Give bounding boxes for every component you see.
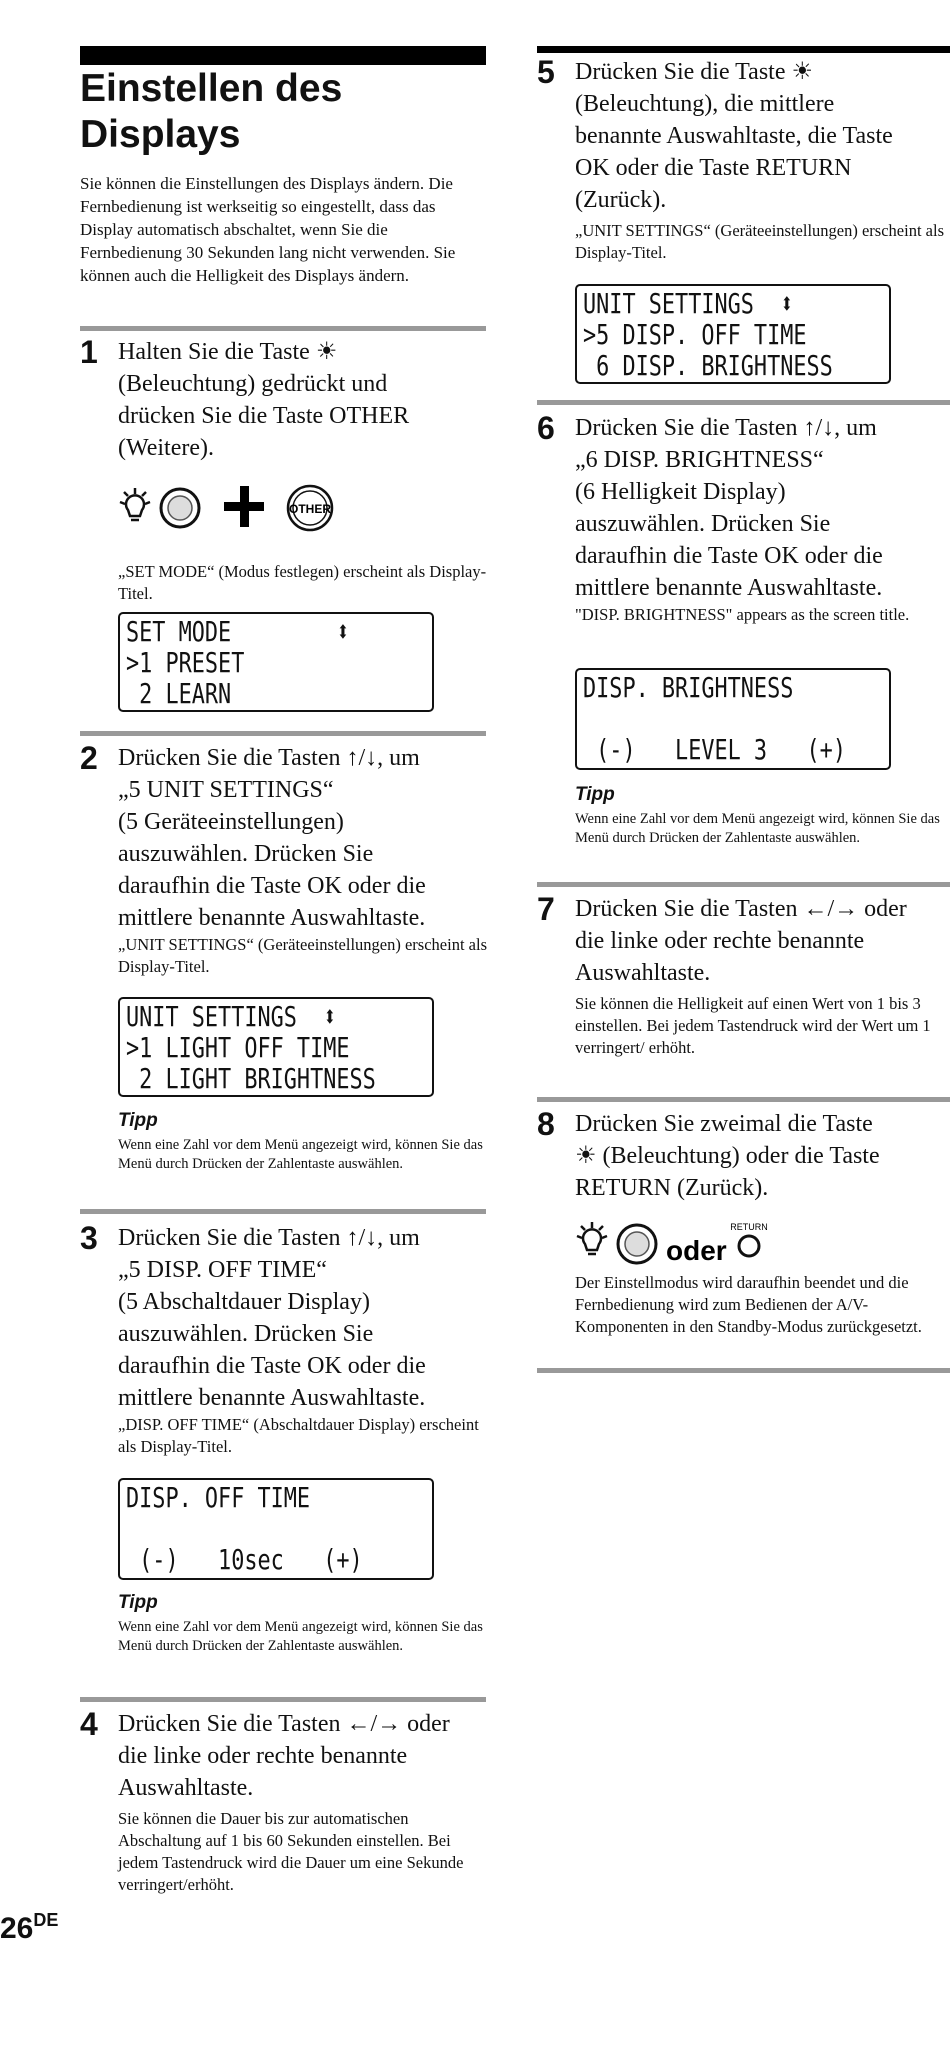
oder-label: oder xyxy=(666,1235,727,1266)
step-line: RETURN (Zurück). xyxy=(575,1175,769,1201)
page-number: 26DE xyxy=(0,1910,59,1945)
step-note: „DISP. OFF TIME“ (Abschaltdauer Display) erscheint als Display-Titel. xyxy=(118,1415,479,1456)
divider xyxy=(80,326,486,331)
top-bar-right xyxy=(537,46,950,53)
light-icon xyxy=(120,488,150,520)
tip-text: Wenn eine Zahl vor dem Menü angezeigt wird, können Sie das Menü durch Drücken der Zahlentaste auswählen. xyxy=(118,1619,483,1654)
lcd-display xyxy=(118,1478,434,1580)
step-line: Drücken Sie die Tasten ↑/↓, um xyxy=(118,745,420,771)
step-line: Drücken Sie zweimal die Taste xyxy=(575,1111,873,1137)
step-number: 6 xyxy=(537,410,555,446)
lcd-line: >1 LIGHT OFF TIME xyxy=(126,1031,350,1064)
step-number: 3 xyxy=(80,1220,98,1256)
lcd-display xyxy=(118,612,434,712)
step-note: „UNIT SETTINGS“ (Geräteeinstellungen) erscheint als Display-Titel. xyxy=(118,935,487,976)
tip-title: Tipp xyxy=(118,1110,158,1131)
other-label: OTHER xyxy=(289,502,331,516)
step-number: 2 xyxy=(80,740,98,776)
plus-icon xyxy=(224,486,264,527)
step-line: Auswahltaste. xyxy=(118,1775,254,1801)
tip-title: Tipp xyxy=(118,1592,158,1613)
step-line: „5 UNIT SETTINGS“ xyxy=(118,777,334,803)
step-line: (Weitere). xyxy=(118,435,214,461)
lcd-line: SET MODE ⬍ xyxy=(126,615,350,648)
step-line: auszuwählen. Drücken Sie xyxy=(575,511,831,537)
lcd-line: (-) 10sec (+) xyxy=(126,1543,363,1576)
divider xyxy=(80,1697,486,1702)
step-number: 5 xyxy=(537,54,555,90)
step-line: (5 Geräteeinstellungen) xyxy=(118,809,344,835)
divider xyxy=(537,1097,950,1102)
divider xyxy=(80,731,486,736)
step-note: Der Einstellmodus wird daraufhin beendet und die Fernbedienung wird zum Bedienen der A/V-Komponenten in den Standby-Modus zurückgesetzt. xyxy=(575,1273,922,1336)
divider xyxy=(537,882,950,887)
round-button-icon xyxy=(618,1225,656,1263)
step-line: „5 DISP. OFF TIME“ xyxy=(118,1257,327,1283)
step-number: 8 xyxy=(537,1106,555,1142)
lcd-line: UNIT SETTINGS ⬍ xyxy=(583,287,794,320)
step-note: "DISP. BRIGHTNESS" appears as the screen title. xyxy=(575,605,910,624)
step-line: „6 DISP. BRIGHTNESS“ xyxy=(575,447,824,473)
step-line: drücken Sie die Taste OTHER xyxy=(118,403,410,429)
lcd-display xyxy=(575,668,891,770)
top-bar-left xyxy=(80,46,486,65)
step-4 xyxy=(80,1708,490,1908)
step-line: mittlere benannte Auswahltaste. xyxy=(575,575,883,601)
lcd-line: 6 DISP. BRIGHTNESS xyxy=(583,349,833,382)
step-line: daraufhin die Taste OK oder die xyxy=(575,543,883,569)
step-note: „SET MODE“ (Modus festlegen) erscheint als Display-Titel. xyxy=(118,562,487,603)
light-plus-other-icons xyxy=(116,484,346,548)
return-label: RETURN xyxy=(730,1222,768,1232)
step-line: OK oder die Taste RETURN xyxy=(575,155,852,181)
page-title: Einstellen des Displays xyxy=(80,67,343,156)
step-line: auszuwählen. Drücken Sie xyxy=(118,841,374,867)
step-note: Sie können die Dauer bis zur automatischen Abschaltung auf 1 bis 60 Sekunden einstellen. Bei jedem Tastendruck wird die Dauer um eine Sekunde verringert/erhöht. xyxy=(118,1809,464,1894)
step-line: (Beleuchtung), die mittlere xyxy=(575,91,835,117)
step-5 xyxy=(537,56,950,386)
round-button-icon xyxy=(161,489,199,527)
step-1 xyxy=(80,336,490,736)
lcd-line: UNIT SETTINGS ⬍ xyxy=(126,1000,337,1033)
lcd-line: DISP. BRIGHTNESS xyxy=(583,671,794,704)
step-line: Drücken Sie die Tasten ↑/↓, um xyxy=(575,415,877,441)
lcd-line: >5 DISP. OFF TIME xyxy=(583,318,807,351)
step-line: Halten Sie die Taste ☀ xyxy=(118,339,338,365)
lcd-line: 2 LEARN xyxy=(126,677,232,710)
step-line: daraufhin die Taste OK oder die xyxy=(118,1353,426,1379)
step-2 xyxy=(80,742,490,1202)
step-line: mittlere benannte Auswahltaste. xyxy=(118,1385,426,1411)
step-3 xyxy=(80,1222,490,1692)
step-line: Drücken Sie die Tasten ↑/↓, um xyxy=(118,1225,420,1251)
step-line: (5 Abschaltdauer Display) xyxy=(118,1289,370,1315)
light-or-return-icons xyxy=(573,1218,773,1270)
lcd-line: >1 PRESET xyxy=(126,646,245,679)
step-8 xyxy=(537,1108,950,1388)
step-line: ☀ (Beleuchtung) oder die Taste xyxy=(575,1143,880,1169)
lcd-display xyxy=(118,997,434,1097)
step-line: (6 Helligkeit Display) xyxy=(575,479,786,505)
lcd-display xyxy=(575,284,891,384)
tip-text: Wenn eine Zahl vor dem Menü angezeigt wird, können Sie das Menü durch Drücken der Zahlentaste auswählen. xyxy=(575,811,940,846)
step-number: 7 xyxy=(537,891,555,927)
step-line: auszuwählen. Drücken Sie xyxy=(118,1321,374,1347)
step-line: benannte Auswahltaste, die Taste xyxy=(575,123,893,149)
step-number: 1 xyxy=(80,334,98,370)
step-line: (Zurück). xyxy=(575,187,667,213)
step-line: mittlere benannte Auswahltaste. xyxy=(118,905,426,931)
divider xyxy=(537,1368,950,1373)
step-line: Auswahltaste. xyxy=(575,960,711,986)
divider xyxy=(80,1209,486,1214)
step-line: Drücken Sie die Tasten ←/→ oder xyxy=(118,1711,450,1737)
intro-text: Sie können die Einstellungen des Displays ändern. Die Fernbedienung ist werkseitig so eingestellt, dass das Display automatisch abschaltet, wenn Sie die Fernbedienung 30 Sekunden lang nicht verwenden. Sie können auch die Helligkeit des Displays ändern. xyxy=(80,174,456,285)
step-note: „UNIT SETTINGS“ (Geräteeinstellungen) erscheint als Display-Titel. xyxy=(575,221,944,262)
lcd-line: DISP. OFF TIME xyxy=(126,1481,311,1514)
lcd-line: 2 LIGHT BRIGHTNESS xyxy=(126,1062,376,1095)
step-number: 4 xyxy=(80,1706,98,1742)
step-line: die linke oder rechte benannte xyxy=(118,1743,408,1769)
step-7 xyxy=(537,893,950,1093)
step-6 xyxy=(537,412,950,882)
step-note: Sie können die Helligkeit auf einen Wert von 1 bis 3 einstellen. Bei jedem Tastendruck wird der Wert um 1 verringert/ erhöht. xyxy=(575,994,931,1057)
divider xyxy=(537,400,950,405)
step-line: (Beleuchtung) gedrückt und xyxy=(118,371,388,397)
step-line: die linke oder rechte benannte xyxy=(575,928,865,954)
tip-text: Wenn eine Zahl vor dem Menü angezeigt wird, können Sie das Menü durch Drücken der Zahlentaste auswählen. xyxy=(118,1137,483,1172)
other-button-icon xyxy=(288,486,332,530)
tip-title: Tipp xyxy=(575,784,615,805)
return-button-icon xyxy=(739,1236,759,1256)
lcd-line: (-) LEVEL 3 (+) xyxy=(583,733,846,766)
step-line: Drücken Sie die Taste ☀ xyxy=(575,59,813,85)
light-icon xyxy=(577,1222,607,1254)
step-line: daraufhin die Taste OK oder die xyxy=(118,873,426,899)
step-line: Drücken Sie die Tasten ←/→ oder xyxy=(575,896,907,922)
